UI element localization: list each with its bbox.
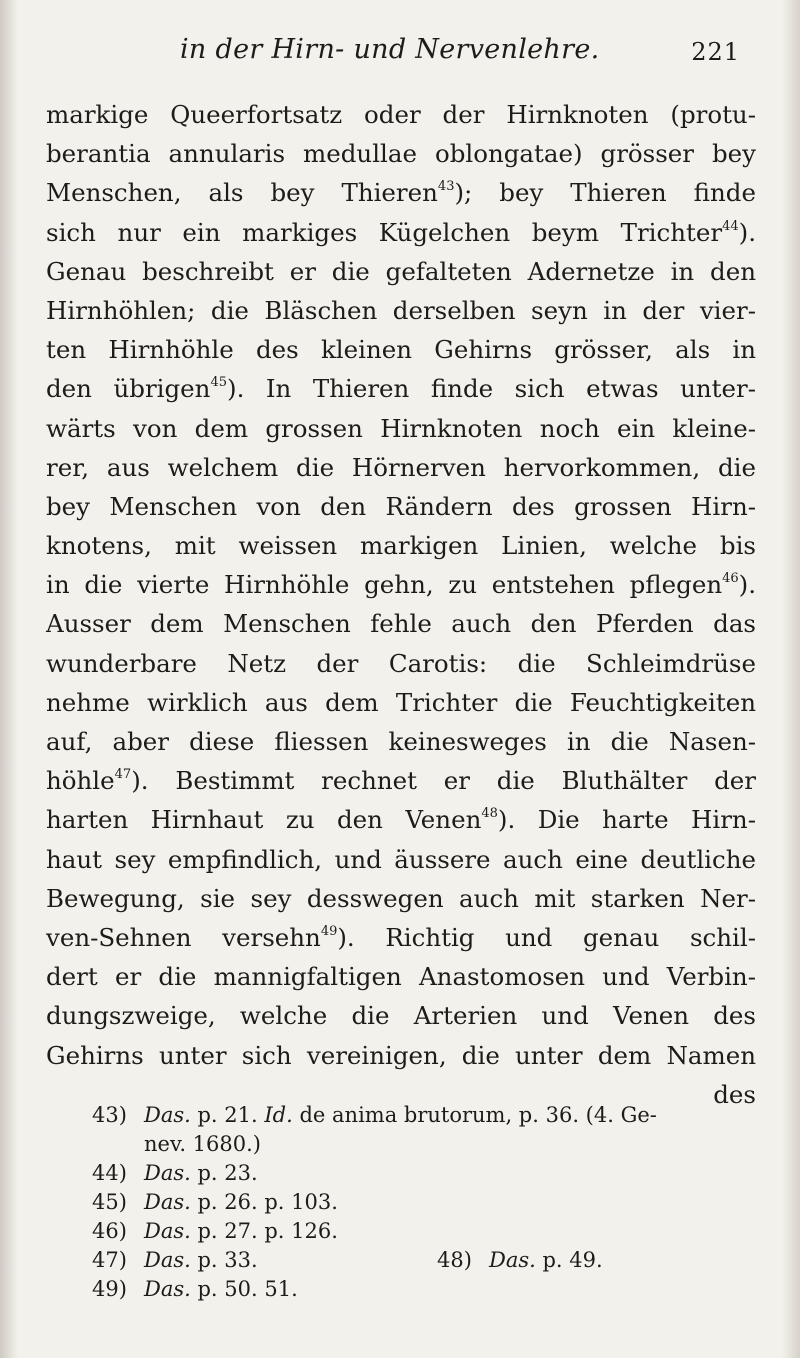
page-gutter-shadow [0, 0, 18, 1358]
footnote-number: 46) [92, 1219, 127, 1243]
footnote: 46) Das. p. 27. p. 126. [92, 1217, 762, 1246]
text-line: haut sey empfindlich, und äussere auch eine deutliche [46, 844, 756, 874]
footnote-reference: Id. [264, 1103, 293, 1127]
text-line: markige Queerfortsatz oder der Hirnknoten (protu- [46, 100, 756, 129]
page-edge-shadow [782, 0, 800, 1358]
footnote: 44) Das. p. 23. [92, 1159, 762, 1188]
text-line: des [713, 1079, 756, 1109]
text-line: dert er die mannigfaltigen Anastomosen und Verbin- [46, 962, 756, 992]
text-line: ten Hirnhöhle des kleinen Gehirns grösser, als in [46, 335, 756, 365]
running-head: in der Hirn- und Nervenlehre. [180, 34, 600, 65]
footnote: 45) Das. p. 26. p. 103. [92, 1188, 762, 1217]
footnote-marker: 45 [210, 375, 228, 391]
text-line: sich nur ein markiges Kügelchen beym Trichter$^{44}$). [46, 217, 756, 247]
footnote-number: 43) [92, 1103, 127, 1127]
text-line: wärts von dem grossen Hirnknoten noch ein kleine- [46, 413, 756, 443]
text-line: knotens, mit weissen markigen Linien, welche bis [46, 531, 756, 561]
text-line: ven-Sehnen versehn$^{49}$). Richtig und genau schil- [46, 922, 756, 952]
text-line: bey Menschen von den Rändern des grossen Hirn- [46, 491, 756, 521]
footnote-marker: 46 [722, 571, 739, 587]
footnote-number: 47) [92, 1248, 127, 1272]
text-line: dungszweige, welche die Arterien und Venen des [46, 1001, 756, 1031]
text-line: auf, aber diese fliessen keinesweges in die Nasen- [46, 727, 756, 756]
footnote-reference: Das. [144, 1190, 191, 1214]
text-line: Ausser dem Menschen fehle auch den Pferden das [46, 609, 756, 639]
footnote-continuation: nev. 1680.) [144, 1132, 261, 1156]
footnote-number: 48) [437, 1248, 472, 1272]
text-line: Hirnhöhlen; die Bläschen derselben seyn in der vier- [46, 295, 756, 325]
footnote-number: 44) [92, 1161, 127, 1185]
text-line: Bewegung, sie sey desswegen auch mit starken Ner- [46, 883, 756, 913]
footnote-marker: 44 [722, 218, 739, 234]
footnote-number: 45) [92, 1190, 127, 1214]
text-line: Genau beschreibt er die gefalteten Adernetze in den [46, 256, 756, 286]
footnote: 43) Das. p. 21. Id. de anima brutorum, p. 36. (4. Ge- [92, 1101, 762, 1130]
text-line: berantia annularis medullae oblongatae) grösser bey [46, 139, 756, 169]
footnote-reference: Das. [144, 1103, 191, 1127]
text-line: nehme wirklich aus dem Trichter die Feuchtigkeiten [46, 687, 756, 717]
text-line: höhle$^{47}$). Bestimmt rechnet er die Bluthälter der [46, 766, 756, 796]
footnotes [92, 1101, 762, 1304]
text-line: Gehirns unter sich vereinigen, die unter dem Namen [46, 1040, 756, 1070]
footnote: 47) Das. p. 33. 48) Das. p. 49. [92, 1246, 762, 1275]
page-header [180, 34, 740, 74]
text-line: den übrigen$^{45}$). In Thieren finde sich etwas unter- [46, 374, 756, 404]
footnote-reference: Das. [144, 1161, 191, 1185]
text-line: wunderbare Netz der Carotis: die Schleimdrüse [46, 648, 756, 678]
footnote-reference: Das. [144, 1248, 191, 1272]
text-line: rer, aus welchem die Hörnerven hervorkommen, die [46, 452, 756, 482]
footnote: 49) Das. p. 50. 51. [92, 1275, 762, 1304]
page-number: 221 [691, 38, 740, 66]
footnote-marker: 49 [320, 923, 338, 939]
footnote-marker: 48 [481, 806, 498, 822]
footnote-marker: 43 [437, 179, 455, 195]
footnote-reference: Das. [489, 1248, 536, 1272]
footnote: 48) Das. p. 49. [437, 1246, 603, 1275]
footnote-reference: Das. [144, 1219, 191, 1243]
body-text [46, 95, 756, 1114]
footnote-number: 49) [92, 1277, 127, 1301]
footnote-reference: Das. [144, 1277, 191, 1301]
text-line: in die vierte Hirnhöhle gehn, zu entstehen pflegen$^{46}$). [46, 570, 756, 600]
text-line: harten Hirnhaut zu den Venen$^{48}$). Die harte Hirn- [46, 805, 756, 835]
text-line: Menschen, als bey Thieren$^{43}$); bey Thieren finde [46, 178, 756, 208]
footnote-marker: 47 [114, 767, 132, 783]
